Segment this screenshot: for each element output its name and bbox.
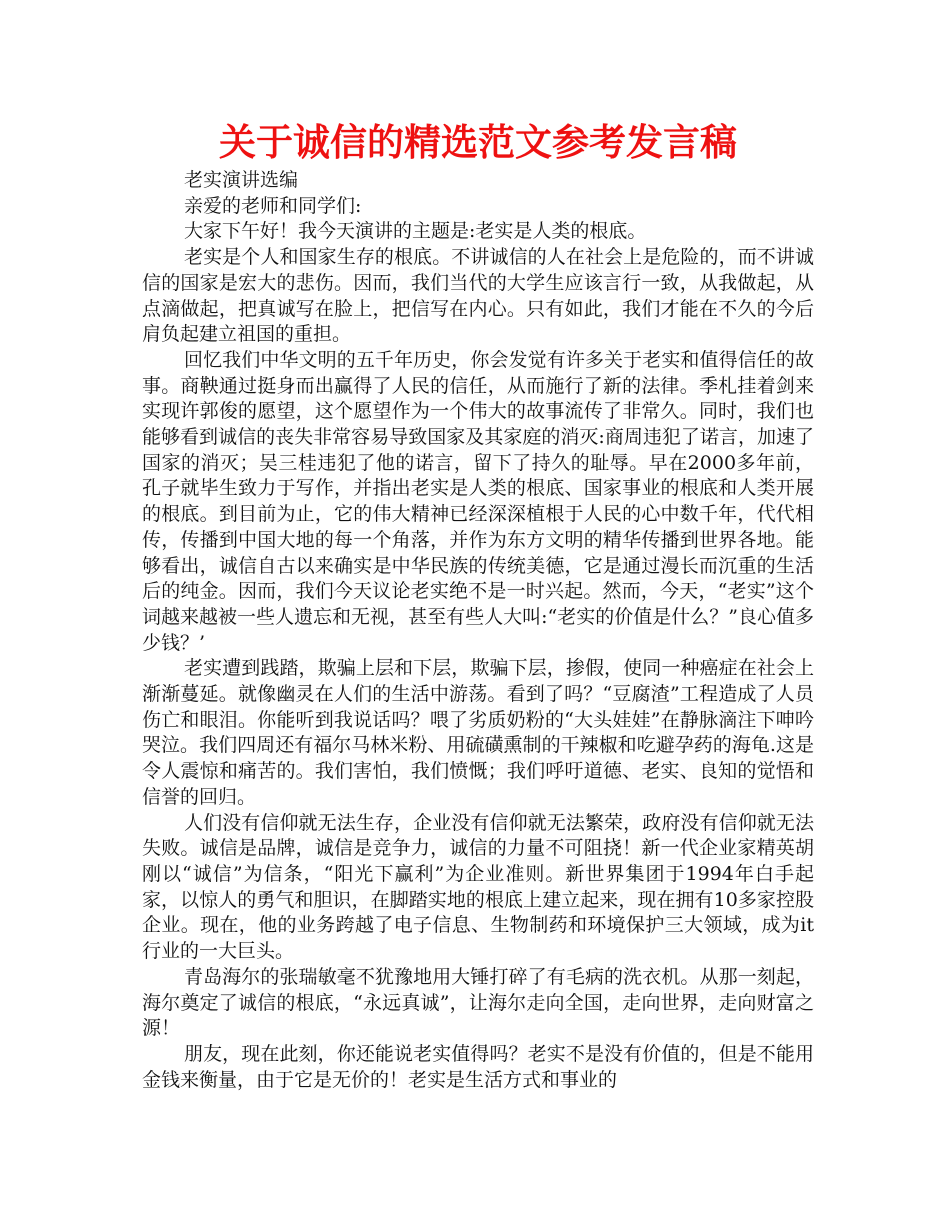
document-title: 关于诚信的精选范文参考发言稿 xyxy=(219,121,737,164)
paragraph: 老实是个人和国家生存的根底。不讲诚信的人在社会上是危险的，而不讲诚信的国家是宏大的悲伤。因而，我们当代的大学生应该言行一致，从我做起，从点滴做起，把真诚写在脸上，把信写在内心。只有如此，我们才能在不久的今后肩负起建立祖国的重担。 xyxy=(142,246,814,346)
paragraph-heading: 老实演讲选编 xyxy=(184,169,299,191)
document-page xyxy=(142,118,814,1093)
paragraph: 回忆我们中华文明的五千年历史，你会发觉有许多关于老实和值得信任的故事。商鞅通过挺身而出赢得了人民的信任，从而施行了新的法律。季札挂着剑来实现许郭俊的愿望，这个愿望作为一个伟大的故事流传了非常久。同时，我们也能够看到诚信的丧失非常容易导致国家及其家庭的消灭:商周违犯了诺言，加速了国家的消灭；吴三桂违犯了他的诺言，留下了持久的耻辱。早在2000多年前，孔子就毕生致力于写作，并指出老实是人类的根底、国家事业的根底和人类开展的根底。到目前为止，它的伟大精神已经深深植根于人民的心中数千年，代代相传，传播到中国大地的每一个角落，并作为东方文明的精华传播到世界各地。能够看出，诚信自古以来确实是中华民族的传统美德，它是通过漫长而沉重的生活后的纯金。因而，我们今天议论老实绝不是一时兴起。然而，今天，“老实”这个词越来越被一些人遗忘和无视，甚至有些人大叫:“老实的价值是什么？”良心值多少钱？’ xyxy=(142,348,814,654)
document-body xyxy=(142,168,814,1093)
paragraph: 人们没有信仰就无法生存，企业没有信仰就无法繁荣，政府没有信仰就无法失败。诚信是品牌，诚信是竞争力，诚信的力量不可阻挠！新一代企业家精英胡刚以“诚信”为信条，“阳光下赢利”为企业准则。新世界集团于1994年白手起家，以惊人的勇气和胆识，在脚踏实地的根底上建立起来，现在拥有10多家控股企业。现在，他的业务跨越了电子信息、生物制药和环境保护三大领域，成为it行业的一大巨头。 xyxy=(142,811,814,963)
paragraph: 老实遭到践踏，欺骗上层和下层，欺骗下层，掺假，使同一种癌症在社会上渐渐蔓延。就像幽灵在人们的生活中游荡。看到了吗？“豆腐渣”工程造成了人员伤亡和眼泪。你能听到我说话吗？喂了劣质奶粉的“大头娃娃”在静脉滴注下呻吟哭泣。我们四周还有福尔马林米粉、用硫磺熏制的干辣椒和吃避孕药的海龟.这是令人震惊和痛苦的。我们害怕，我们愤慨；我们呼吁道德、老实、良知的觉悟和信誉的回归。 xyxy=(142,657,814,808)
paragraph: 朋友，现在此刻，你还能说老实值得吗？老实不是没有价值的，但是不能用金钱来衡量，由于它是无价的！老实是生活方式和事业的 xyxy=(142,1042,814,1091)
paragraph: 青岛海尔的张瑞敏毫不犹豫地用大锤打碎了有毛病的洗衣机。从那一刻起，海尔奠定了诚信的根底，“永远真诚”，让海尔走向全国，走向世界，走向财富之源！ xyxy=(142,965,814,1040)
paragraph-greeting: 大家下午好！我今天演讲的主题是:老实是人类的根底。 xyxy=(184,220,647,243)
paragraph-salutation: 亲爱的老师和同学们: xyxy=(184,194,362,217)
